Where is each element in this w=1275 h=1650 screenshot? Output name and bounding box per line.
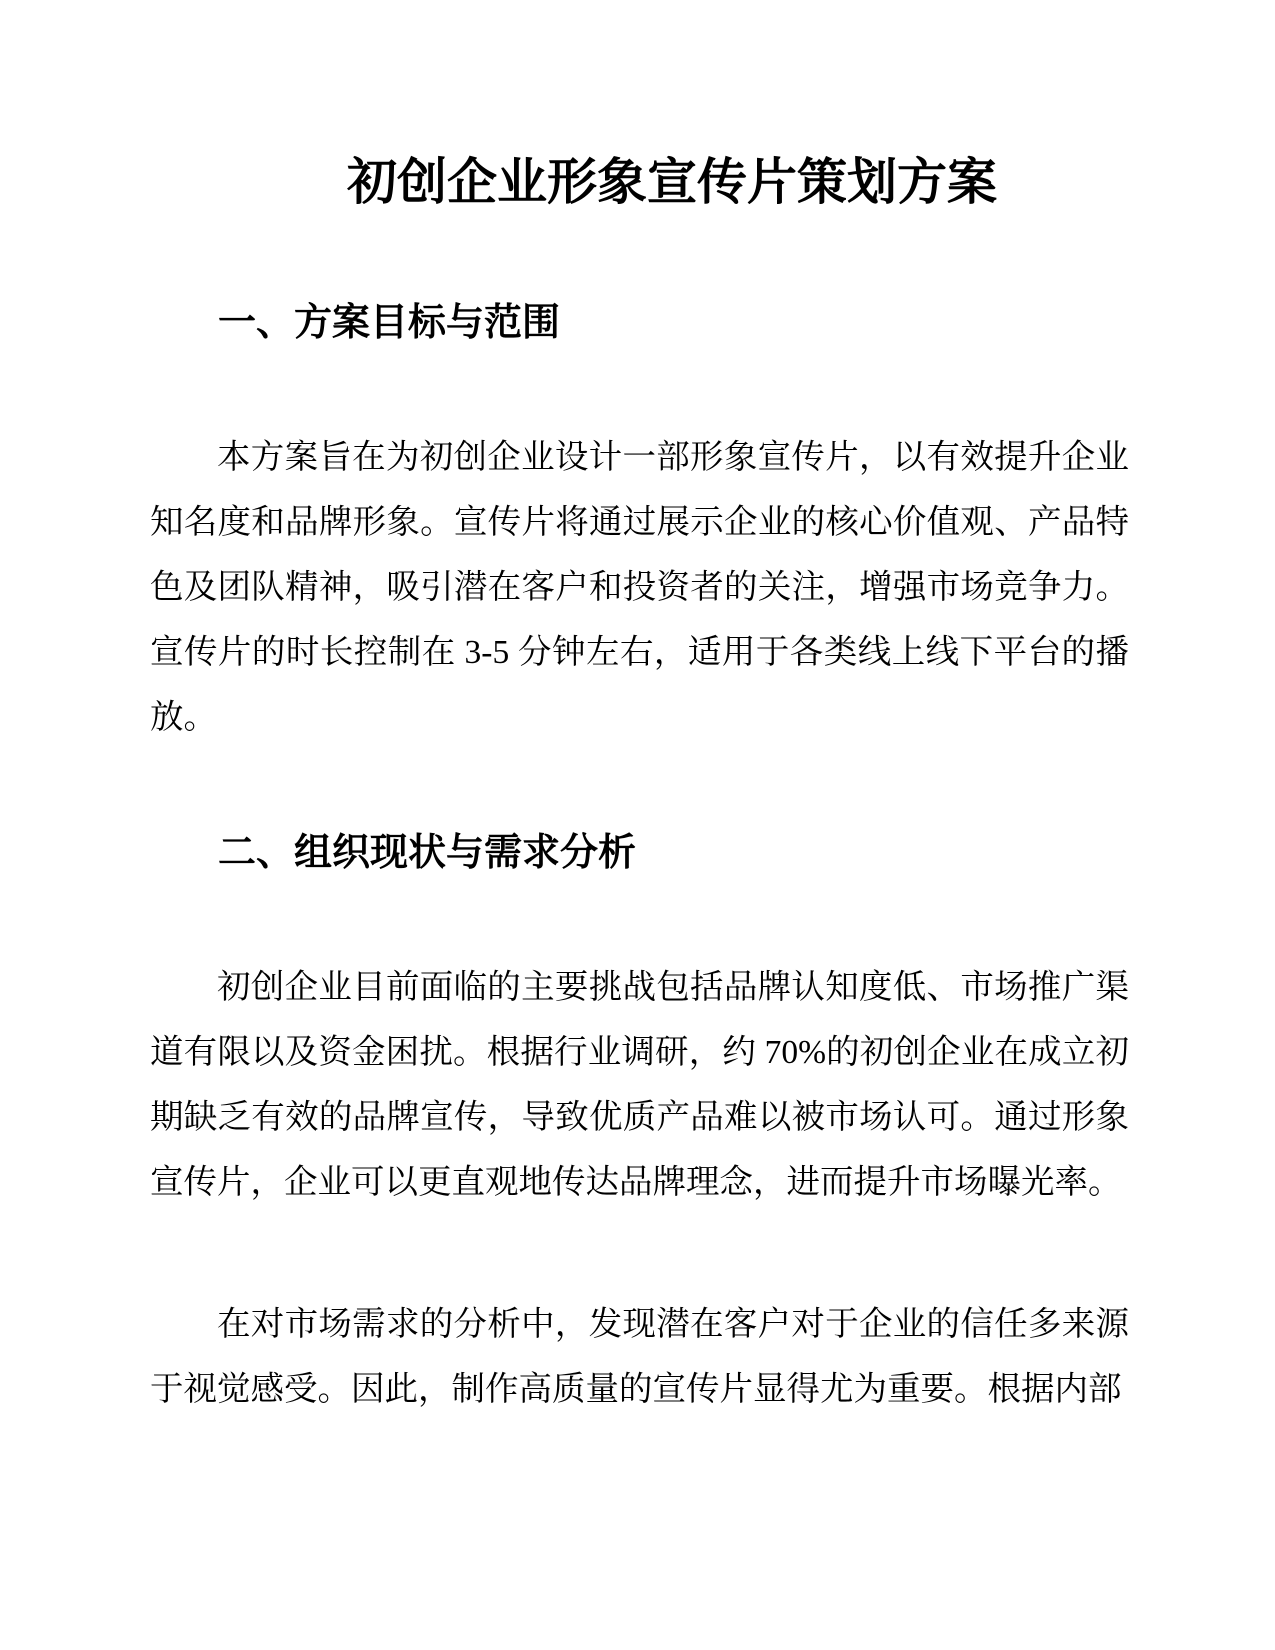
text-line: 本方案旨在为初创企业设计一部形象宣传片，以有效提升企业 — [217, 439, 1129, 476]
text-line: 期缺乏有效的品牌宣传，导致优质产品难以被市场认可。通过形象 — [150, 1099, 1129, 1136]
text-line: 宣传片的时长控制在 3-5 分钟左右，适用于各类线上线下平台的播 — [150, 634, 1129, 671]
text-line: 于视觉感受。因此，制作高质量的宣传片显得尤为重要。根据内部 — [150, 1371, 1122, 1408]
text-line: 初创企业目前面临的主要挑战包括品牌认知度低、市场推广渠 — [217, 969, 1129, 1006]
text-line: 宣传片，企业可以更直观地传达品牌理念，进而提升市场曝光率。 — [150, 1164, 1122, 1201]
page-title: 初创企业形象宣传片策划方案 — [347, 154, 997, 210]
text-line: 道有限以及资金困扰。根据行业调研，约 70%的初创企业在成立初 — [150, 1034, 1129, 1071]
section-heading: 一、方案目标与范围 — [218, 302, 561, 344]
paragraph — [150, 955, 1129, 1215]
text-line: 在对市场需求的分析中，发现潜在客户对于企业的信任多来源 — [217, 1306, 1129, 1343]
document-body — [150, 298, 1129, 1422]
paragraph — [150, 425, 1129, 750]
text-line: 知名度和品牌形象。宣传片将通过展示企业的核心价值观、产品特 — [150, 504, 1129, 541]
text-line: 放。 — [150, 699, 217, 736]
text-line: 色及团队精神，吸引潜在客户和投资者的关注，增强市场竞争力。 — [150, 569, 1129, 606]
paragraph — [150, 1292, 1129, 1422]
section-heading: 二、组织现状与需求分析 — [218, 832, 637, 874]
